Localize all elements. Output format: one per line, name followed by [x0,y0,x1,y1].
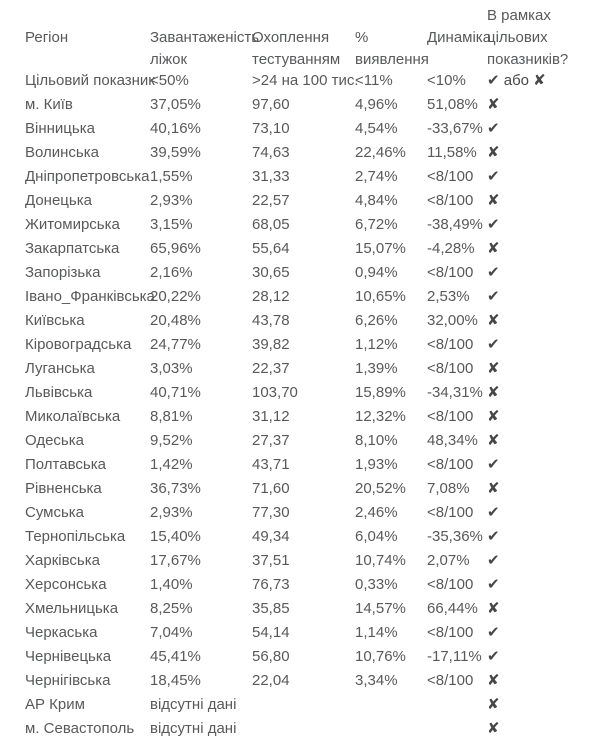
cell-testing: 49,34 [252,528,290,545]
cell-dynamics: 2,07% [427,552,470,569]
cell-detection: 4,96% [355,96,398,113]
cell-detection: 3,34% [355,672,398,689]
table-row [0,525,601,549]
cell-beds: 45,41% [150,648,201,665]
cell-beds: 20,48% [150,312,201,329]
cell-region: Чернівецька [25,648,112,665]
cell-testing: 103,70 [252,384,298,401]
cell-beds: 18,45% [150,672,201,689]
check-icon: ✔ [487,528,500,545]
cell-detection: 0,94% [355,264,398,281]
table-row [0,309,601,333]
cell-dynamics: -4,28% [427,240,475,257]
table-row [0,117,601,141]
cell-dynamics: <8/100 [427,360,474,377]
cell-testing: >24 на 100 тис. [252,72,359,89]
cell-beds: 1,42% [150,456,193,473]
table-row [0,69,601,93]
table-row [0,333,601,357]
cell-beds: відсутні дані [150,696,237,713]
cell-detection: 12,32% [355,408,406,425]
cross-icon: ✘ [487,672,500,689]
table-row [0,357,601,381]
cell-detection: 10,76% [355,648,406,665]
table-row [0,261,601,285]
cell-beds: 3,15% [150,216,193,233]
cross-icon: ✘ [487,720,500,737]
cell-dynamics: <8/100 [427,192,474,209]
cell-region: Одеська [25,432,84,449]
cell-beds: 2,93% [150,192,193,209]
cell-region: Запорізька [25,264,101,281]
cell-dynamics: 66,44% [427,600,478,617]
cell-region: Донецька [25,192,92,209]
cell-dynamics: <10% [427,72,466,89]
check-icon: ✔ [487,552,500,569]
cell-beds: 40,71% [150,384,201,401]
cell-testing: 39,82 [252,336,290,353]
cell-beds: 40,16% [150,120,201,137]
cell-dynamics: <8/100 [427,624,474,641]
cell-dynamics: <8/100 [427,168,474,185]
cell-dynamics: -38,49% [427,216,483,233]
table-row [0,477,601,501]
cell-region: Сумська [25,504,85,521]
cell-detection: 10,65% [355,288,406,305]
cell-detection: 0,33% [355,576,398,593]
cell-detection: 8,10% [355,432,398,449]
cell-region: Львівська [25,384,93,401]
cell-dynamics: <8/100 [427,408,474,425]
table-row [0,237,601,261]
column-header-region: Регіон [25,29,69,46]
table-row [0,549,601,573]
cell-beds: 15,40% [150,528,201,545]
table-row [0,597,601,621]
cell-detection: 15,07% [355,240,406,257]
cell-detection: 20,52% [355,480,406,497]
table-row [0,93,601,117]
cell-region: Чернігівська [25,672,111,689]
cell-detection: <11% [355,72,393,89]
cell-testing: 43,78 [252,312,290,329]
table-row [0,405,601,429]
cell-testing: 35,85 [252,600,290,617]
cell-dynamics: -17,11% [427,648,482,665]
cell-region: Кіровоградська [25,336,132,353]
cell-testing: 56,80 [252,648,290,665]
cell-region: Житомирська [25,216,120,233]
cell-beds: 65,96% [150,240,201,257]
cell-region: Луганська [25,360,95,377]
cell-testing: 22,04 [252,672,290,689]
cell-region: Київська [25,312,85,329]
cell-detection: 6,26% [355,312,398,329]
cell-dynamics: 51,08% [427,96,478,113]
table-row [0,717,601,741]
cell-beds: 2,93% [150,504,193,521]
check-icon: ✔ [487,336,500,353]
table-row [0,501,601,525]
cross-icon: ✘ [487,600,500,617]
table-row [0,141,601,165]
cell-testing: 71,60 [252,480,290,497]
table-row [0,213,601,237]
cell-beds: 2,16% [150,264,193,281]
check-icon: ✔ [487,120,500,137]
cell-dynamics: -35,36% [427,528,483,545]
cell-dynamics: <8/100 [427,504,474,521]
column-header-target: В рамках цільових показників? [487,7,569,68]
cell-dynamics: 48,34% [427,432,478,449]
cell-beds: 9,52% [150,432,193,449]
cell-testing: 22,37 [252,360,290,377]
cell-dynamics: <8/100 [427,672,474,689]
cell-beds: 39,59% [150,144,201,161]
cross-icon: ✘ [487,360,500,377]
column-header-detection: % виявлення [355,29,429,68]
cell-detection: 22,46% [355,144,406,161]
cell-dynamics: 32,00% [427,312,478,329]
cell-detection: 10,74% [355,552,406,569]
cell-testing: 74,63 [252,144,290,161]
cell-dynamics: 2,53% [427,288,470,305]
cross-icon: ✘ [487,96,500,113]
cross-icon: ✘ [487,144,500,161]
cell-dynamics: 11,58% [427,144,477,161]
cell-testing: 22,57 [252,192,290,209]
cell-dynamics: -33,67% [427,120,483,137]
target-legend: ✔ або ✘ [487,72,546,89]
cell-testing: 43,71 [252,456,290,473]
cell-dynamics: 7,08% [427,480,470,497]
cross-icon: ✘ [487,240,500,257]
cell-region: Полтавська [25,456,106,473]
cell-testing: 54,14 [252,624,290,641]
table-row [0,285,601,309]
cell-testing: 55,64 [252,240,290,257]
cell-beds: 1,55% [150,168,193,185]
cell-region: Волинська [25,144,99,161]
cell-region: Миколаївська [25,408,121,425]
cell-detection: 2,74% [355,168,398,185]
table-row [0,621,601,645]
cell-beds: 17,67% [150,552,201,569]
cell-detection: 4,54% [355,120,398,137]
table-row [0,669,601,693]
cell-testing: 31,33 [252,168,290,185]
table-row [0,429,601,453]
cell-region: Рівненська [25,480,102,497]
cell-detection: 6,04% [355,528,398,545]
cell-beds: 24,77% [150,336,201,353]
cell-beds: 8,81% [150,408,193,425]
cell-beds: відсутні дані [150,720,237,737]
cell-testing: 97,60 [252,96,290,113]
cell-beds: 20,22% [150,288,201,305]
cross-icon: ✘ [487,408,500,425]
cell-region: Івано_Франківська [25,288,155,305]
cell-testing: 37,51 [252,552,290,569]
cell-testing: 27,37 [252,432,290,449]
cell-beds: 36,73% [150,480,201,497]
cell-beds: 7,04% [150,624,193,641]
table-row [0,453,601,477]
check-icon: ✔ [487,576,500,593]
cell-testing: 31,12 [252,408,290,425]
cell-testing: 73,10 [252,120,290,137]
cell-beds: <50% [150,72,189,89]
cell-detection: 1,39% [355,360,398,377]
cell-detection: 2,46% [355,504,398,521]
cell-testing: 76,73 [252,576,290,593]
cell-testing: 28,12 [252,288,290,305]
cell-beds: 37,05% [150,96,201,113]
cell-detection: 1,93% [355,456,398,473]
cell-region: Черкаська [25,624,98,641]
column-header-dynamics: Динаміка [427,29,492,46]
cell-region: Цільовий показник [25,72,155,89]
cross-icon: ✘ [487,432,500,449]
check-icon: ✔ [487,216,500,233]
cell-dynamics: <8/100 [427,264,474,281]
cell-region: Дніпропетровська [25,168,150,185]
check-icon: ✔ [487,168,500,185]
cross-icon: ✘ [487,192,500,209]
cell-detection: 6,72% [355,216,398,233]
cell-region: м. Київ [25,96,73,113]
cell-region: Херсонська [25,576,107,593]
check-icon: ✔ [487,288,500,305]
cell-dynamics: <8/100 [427,456,474,473]
cell-testing: 68,05 [252,216,290,233]
cell-detection: 1,14% [355,624,398,641]
cell-testing: 77,30 [252,504,290,521]
check-icon: ✔ [487,624,500,641]
cell-detection: 15,89% [355,384,406,401]
cross-icon: ✘ [487,696,500,713]
cell-region: АР Крим [25,696,85,713]
cell-detection: 14,57% [355,600,406,617]
cell-region: Харківська [25,552,100,569]
cell-beds: 1,40% [150,576,193,593]
cell-region: м. Севастополь [25,720,135,737]
column-header-beds: Завантаженість ліжок [150,29,260,68]
cross-icon: ✘ [487,480,500,497]
check-icon: ✔ [487,504,500,521]
cross-icon: ✘ [487,312,500,329]
cell-dynamics: -34,31% [427,384,483,401]
cell-region: Тернопільська [25,528,126,545]
cell-region: Вінницька [25,120,95,137]
cell-testing: 30,65 [252,264,290,281]
table-row [0,573,601,597]
cell-detection: 1,12% [355,336,398,353]
column-header-testing: Охоплення тестуванням [252,29,341,68]
cell-beds: 8,25% [150,600,193,617]
table-row [0,381,601,405]
check-icon: ✔ [487,264,500,281]
table-row [0,693,601,717]
check-icon: ✔ [487,456,500,473]
cell-beds: 3,03% [150,360,193,377]
cross-icon: ✘ [487,384,500,401]
cell-region: Хмельницька [25,600,119,617]
table-row [0,165,601,189]
table-row [0,645,601,669]
check-icon: ✔ [487,648,500,665]
table-row [0,189,601,213]
cell-detection: 4,84% [355,192,398,209]
cell-dynamics: <8/100 [427,576,474,593]
cell-region: Закарпатська [25,240,120,257]
cell-dynamics: <8/100 [427,336,474,353]
